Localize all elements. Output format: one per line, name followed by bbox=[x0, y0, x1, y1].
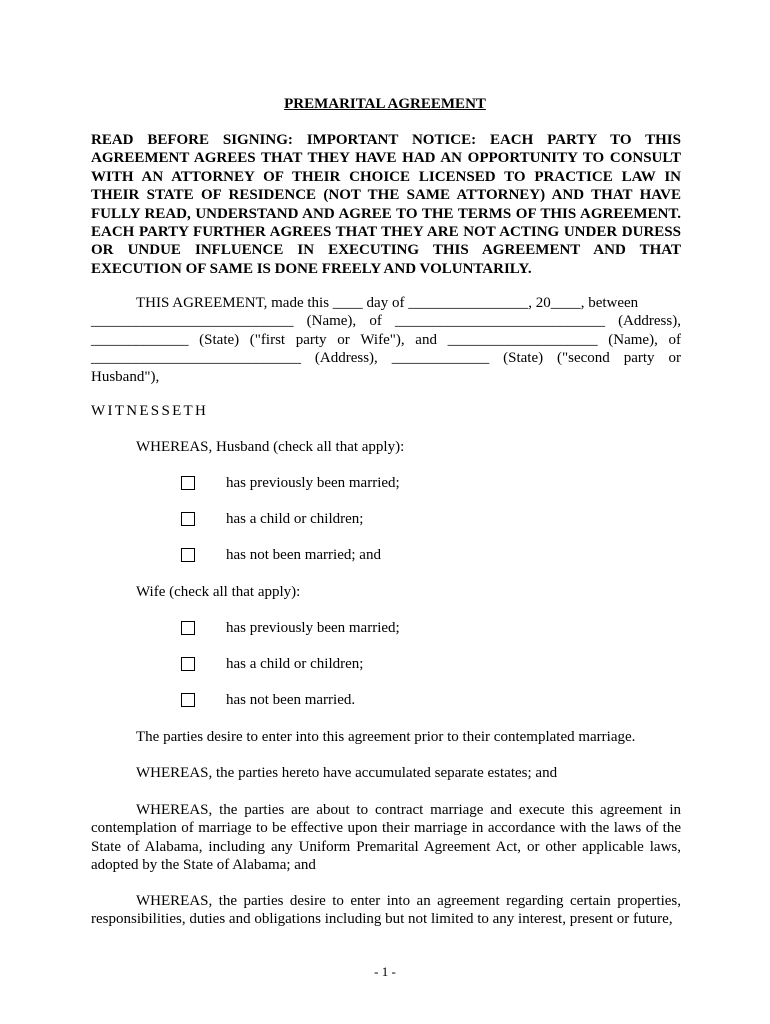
first-party-state-line bbox=[91, 331, 681, 349]
wife-option-2 bbox=[181, 655, 363, 673]
address-label: (Address), bbox=[314, 350, 378, 367]
name-label: (Name), bbox=[608, 331, 658, 348]
whereas-contract-paragraph: WHEREAS, the parties are about to contract marriage and execute this agreement in contemplation of marriage to be effective upon their marriage in accordance with the laws of the State of Alabama, including any Uniform Premarital Agreement Act, or other applicable laws, adopted by the State of Alabama; and bbox=[91, 802, 681, 874]
husband-option-1 bbox=[181, 474, 400, 492]
desire-paragraph: The parties desire to enter into this agreement prior to their contemplated marriage. bbox=[136, 729, 636, 745]
parties-paragraph bbox=[91, 294, 681, 386]
wife-option-3 bbox=[181, 691, 355, 709]
wife-intro: Wife (check all that apply): bbox=[136, 584, 301, 600]
husband-option-2 bbox=[181, 510, 363, 528]
word: Wife"), bbox=[360, 331, 405, 348]
wife-previously-married-checkbox[interactable] bbox=[181, 621, 195, 635]
husband-option-3 bbox=[181, 546, 381, 564]
word: or bbox=[668, 350, 681, 367]
address-label: (Address), bbox=[618, 313, 681, 330]
second-party-address-line bbox=[91, 349, 681, 367]
second-party-state-blank[interactable]: _____________ bbox=[391, 350, 490, 367]
word: ("second bbox=[557, 350, 610, 367]
of-label: of bbox=[369, 313, 382, 330]
agreement-date-line bbox=[91, 294, 681, 312]
wife-children-checkbox[interactable] bbox=[181, 657, 195, 671]
wife-option-1 bbox=[181, 619, 400, 637]
husband-intro: WHEREAS, Husband (check all that apply): bbox=[136, 439, 405, 455]
option-label: has a child or children; bbox=[226, 510, 364, 527]
second-party-address-blank[interactable]: ____________________________ bbox=[91, 350, 301, 367]
name-label: (Name), bbox=[306, 313, 357, 330]
word: party bbox=[623, 350, 655, 367]
husband-children-checkbox[interactable] bbox=[181, 512, 195, 526]
option-label: has a child or children; bbox=[226, 655, 364, 672]
first-party-address-blank[interactable]: ____________________________ bbox=[394, 313, 605, 330]
of-label: of bbox=[668, 331, 681, 348]
agreement-date-text: THIS AGREEMENT, made this ____ day of ________________, 20____, between bbox=[136, 295, 639, 311]
page-number: - 1 - bbox=[374, 964, 396, 979]
state-label: (State) bbox=[199, 331, 240, 348]
first-party-state-blank[interactable]: _____________ bbox=[91, 331, 189, 348]
option-label: has not been married. bbox=[226, 691, 356, 708]
husband-line bbox=[91, 368, 681, 386]
whereas-agreement-paragraph: WHEREAS, the parties desire to enter into an agreement regarding certain properties, responsibilities, duties and obligations including but not limited to any interest, present or future, bbox=[91, 893, 681, 928]
option-label: has previously been married; bbox=[226, 619, 400, 636]
word: ("first bbox=[249, 331, 286, 348]
option-label: has previously been married; bbox=[226, 474, 400, 491]
wife-not-married-checkbox[interactable] bbox=[181, 693, 195, 707]
word: or bbox=[337, 331, 350, 348]
husband-not-married-checkbox[interactable] bbox=[181, 548, 195, 562]
first-party-name-blank[interactable]: ___________________________ bbox=[91, 313, 294, 330]
word: and bbox=[415, 331, 437, 348]
husband-previously-married-checkbox[interactable] bbox=[181, 476, 195, 490]
witnesseth-heading: WITNESSETH bbox=[91, 403, 209, 419]
husband-label: Husband"), bbox=[91, 368, 160, 385]
word: party bbox=[295, 331, 327, 348]
whereas-estates-paragraph: WHEREAS, the parties hereto have accumulated separate estates; and bbox=[136, 765, 558, 781]
first-party-name-line bbox=[91, 312, 681, 330]
important-notice: READ BEFORE SIGNING: IMPORTANT NOTICE: EACH PARTY TO THIS AGREEMENT AGREES THAT THEY HAVE HAD AN OPPORTUNITY TO CONSULT WITH AN ATTORNEY OF THEIR CHOICE LICENSED TO PRACTICE LAW IN THEIR STATE OF RESIDENCE (NOT THE SAME ATTORNEY) AND THAT HAVE FULLY READ, UNDERSTAND AND AGREE TO THE TERMS OF THIS AGREEMENT. EACH PARTY FURTHER AGREES THAT THEY ARE NOT ACTING UNDER DURESS OR UNDUE INFLUENCE IN EXECUTING THIS AGREEMENT AND THAT EXECUTION OF SAME IS DONE FREELY AND VOLUNTARILY. bbox=[91, 132, 681, 277]
option-label: has not been married; and bbox=[226, 546, 381, 563]
document-title: PREMARITAL AGREEMENT bbox=[284, 96, 486, 112]
second-party-name-blank[interactable]: ____________________ bbox=[447, 331, 598, 348]
state-label: (State) bbox=[503, 350, 544, 367]
